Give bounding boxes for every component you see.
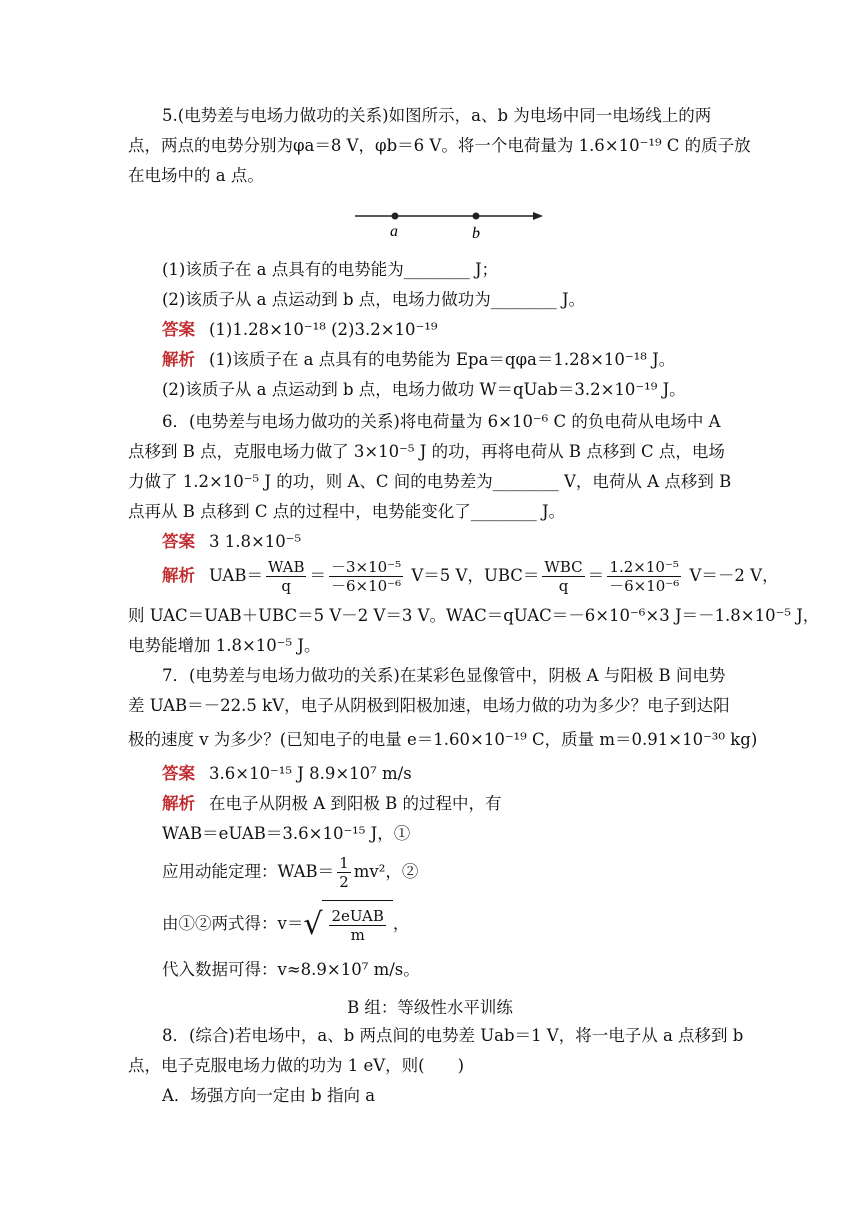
q6-analysis-1 (162, 556, 779, 596)
fraction-numerator: WAB (267, 558, 305, 576)
answer-label: 答案 (162, 764, 195, 783)
answer-label: 答案 (162, 320, 195, 339)
analysis-label: 解析 (162, 566, 195, 585)
q7-analysis-2: WAB＝eUAB＝3.6×10⁻¹⁵ J，① (162, 824, 411, 843)
fraction-numerator: WBC (544, 558, 583, 576)
analysis-text: 在电子从阴极 A 到阳极 B 的过程中，有 (209, 794, 502, 813)
fraction-uab-value (329, 558, 403, 595)
q7-line-1: 7．(电势差与电场力做功的关系)在某彩色显像管中，阴极 A 与阳极 B 间电势 (162, 666, 726, 685)
q8-line-1: 8．(综合)若电场中，a、b 两点间的电势差 Uab＝1 V，将一电子从 a 点移到 b (162, 1026, 744, 1045)
q5-analysis-1 (162, 348, 766, 372)
q6-answer (162, 530, 766, 554)
q6-line-1: 6．(电势差与电场力做功的关系)将电荷量为 6×10⁻⁶ C 的负电荷从电场中 A (162, 412, 721, 431)
q5-line-3: 在电场中的 a 点。 (128, 166, 264, 185)
q7-derivation (162, 900, 766, 949)
fraction-wbc-over-q (542, 558, 584, 595)
analysis-label: 解析 (162, 794, 195, 813)
point-a-dot (392, 213, 399, 220)
fraction-denominator: －6×10⁻⁶ (609, 577, 680, 595)
q6-analysis-2: 则 UAC＝UAB＋UBC＝5 V－2 V＝3 V。WAC＝qUAC＝－6×10⁻⁶×3 J＝－1.8×10⁻⁵ J， (128, 606, 820, 625)
answer-text: (1)1.28×10⁻¹⁸ (2)3.2×10⁻¹⁹ (209, 320, 438, 339)
q5-sub-2: (2)该质子从 a 点运动到 b 点，电场力做功为________ J。 (162, 290, 586, 309)
q6-line-4: 点再从 B 点移到 C 点的过程中，电势能变化了________ J。 (128, 502, 566, 521)
analysis-text: (1)该质子在 a 点具有的电势能为 Epa＝qφa＝1.28×10⁻¹⁸ J。 (209, 350, 676, 369)
ubc-rhs: V＝－2 V， (684, 566, 779, 585)
fraction-denominator: m (350, 926, 365, 944)
theorem-suffix: mv²，② (353, 862, 419, 881)
fraction-under-root (329, 907, 385, 944)
q6-line-2: 点移到 B 点，克服电场力做了 3×10⁻⁵ J 的功，再将电荷从 B 点移到 C 点，电场 (128, 442, 725, 461)
analysis-label: 解析 (162, 350, 195, 369)
q7-analysis-1 (162, 792, 766, 816)
q7-answer (162, 762, 766, 786)
q7-line-2: 差 UAB＝－22.5 kV，电子从阴极到阳极加速，电场力做的功为多少？电子到达阳 (128, 696, 730, 715)
fraction-numerator: 1 (339, 854, 349, 872)
fraction-denominator: q (281, 577, 292, 595)
point-b-dot (473, 213, 480, 220)
section-title: B 组：等级性水平训练 (347, 998, 513, 1017)
uab-rhs: V＝5 V，UBC＝ (406, 566, 540, 585)
q5-sub-1: (1)该质子在 a 点具有的电势能为________ J； (162, 260, 499, 279)
field-arrow-icon (533, 212, 543, 220)
fraction-denominator: 2 (339, 873, 349, 891)
q7-theorem (162, 852, 766, 892)
q8-option-a: A．场强方向一定由 b 指向 a (162, 1086, 376, 1105)
fraction-numerator: 1.2×10⁻⁵ (607, 558, 681, 577)
point-b-label: b (472, 225, 480, 242)
derive-prefix: 由①②两式得：v＝ (162, 914, 304, 933)
point-a-label: a (390, 223, 398, 240)
fraction-numerator: 2eUAB (331, 907, 384, 925)
fraction-numerator: －3×10⁻⁵ (330, 558, 402, 576)
q7-result: 代入数据可得：v≈8.9×10⁷ m/s。 (162, 960, 420, 979)
fraction-denominator: －6×10⁻⁶ (330, 577, 402, 595)
q6-line-3: 力做了 1.2×10⁻⁵ J 的功，则 A、C 间的电势差为________ V，电荷从 A 点移到 B (128, 472, 732, 491)
q5-analysis-2: (2)该质子从 a 点运动到 b 点，电场力做功 W＝qUab＝3.2×10⁻¹⁹ J。 (162, 380, 686, 399)
q7-line-3: 极的速度 v 为多少？(已知电子的电量 e＝1.60×10⁻¹⁹ C，质量 m＝0.91×10⁻³⁰ kg) (128, 730, 758, 749)
equals: ＝ (309, 566, 326, 585)
fraction-ubc-value (607, 558, 681, 595)
q5-line-1: 5.(电势差与电场力做功的关系)如图所示，a、b 为电场中同一电场线上的两 (162, 106, 712, 125)
answer-label: 答案 (162, 532, 195, 551)
equals: ＝ (587, 566, 605, 585)
fraction-wab-over-q (266, 558, 307, 595)
q5-line-2: 点，两点的电势分别为φa＝8 V，φb＝6 V。将一个电荷量为 1.6×10⁻¹⁹ C 的质子放 (128, 136, 751, 155)
field-line-diagram (355, 206, 555, 242)
q6-analysis-3: 电势能增加 1.8×10⁻⁵ J。 (128, 636, 321, 655)
square-root (303, 900, 393, 949)
q8-line-2: 点，电子克服电场力做的功为 1 eV，则( ) (128, 1056, 465, 1075)
answer-text: 3.6×10⁻¹⁵ J 8.9×10⁷ m/s (209, 764, 412, 783)
fraction-one-half (337, 854, 351, 891)
uab-lhs: UAB＝ (209, 566, 263, 585)
q5-answer (162, 318, 766, 342)
radical-icon: √ (303, 906, 323, 942)
fraction-denominator: q (558, 577, 569, 595)
answer-text: 3 1.8×10⁻⁵ (209, 532, 302, 551)
theorem-prefix: 应用动能定理：WAB＝ (162, 862, 335, 881)
derive-suffix: ， (392, 914, 410, 933)
